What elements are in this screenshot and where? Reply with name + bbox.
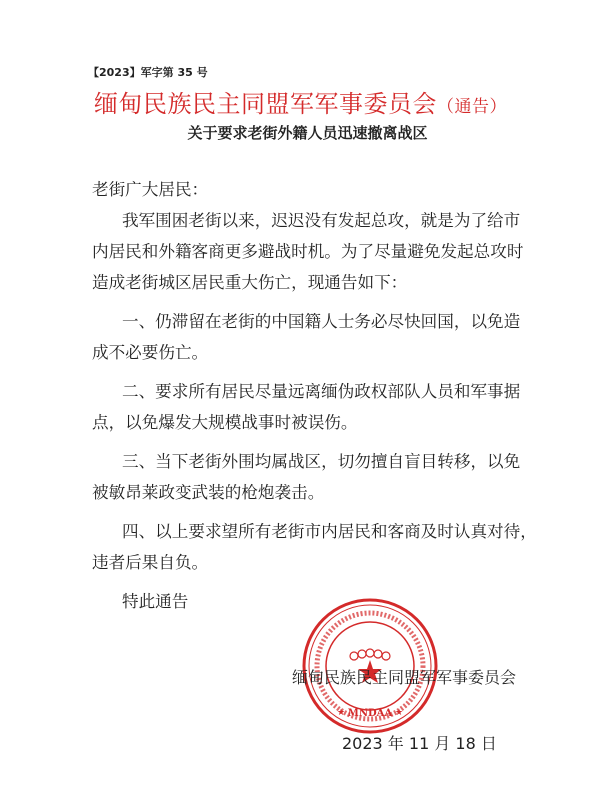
paragraph-line: 被敏昂莱政变武装的枪炮袭击。 xyxy=(92,483,325,502)
issue-date: 2023 年 11 月 18 日 xyxy=(342,734,497,753)
paragraph-line: 内居民和外籍客商更多避战时机。为了尽量避免发起总攻时 xyxy=(92,242,524,261)
svg-text:★: ★ xyxy=(337,708,346,718)
paragraph-line: 三、当下老街外围均属战区，切勿擅自盲目转移，以免 xyxy=(122,452,521,471)
issuer-name: 缅甸民族民主同盟军军事委员会 xyxy=(94,90,437,118)
svg-text:★: ★ xyxy=(395,708,404,718)
issuer-title xyxy=(94,84,507,119)
notice-label: （通告） xyxy=(437,97,507,117)
paragraph-line: 一、仍滞留在老街的中国籍人士务必尽快回国，以免造 xyxy=(122,312,521,331)
paragraph-line: 四、以上要求望所有老街市内居民和客商及时认真对待， xyxy=(122,522,537,541)
paragraph-line: 点，以免爆发大规模战事时被误伤。 xyxy=(92,413,358,432)
paragraph-line: 二、要求所有居民尽量远离缅伪政权部队人员和军事据 xyxy=(122,382,521,401)
document-number: 【2023】军字第 35 号 xyxy=(88,66,208,79)
notice-subtitle: 关于要求老街外籍人员迅速撤离战区 xyxy=(187,124,428,142)
paragraph-line: 违者后果自负。 xyxy=(92,553,209,572)
paragraph-line: 成不必要伤亡。 xyxy=(92,343,209,362)
paragraph-line: 我军围困老街以来，迟迟没有发起总攻，就是为了给市 xyxy=(122,211,521,230)
svg-text:MNDAA: MNDAA xyxy=(347,708,393,719)
paragraph-line: 特此通告 xyxy=(122,592,189,611)
signature-issuer: 缅甸民族民主同盟军军事委员会 xyxy=(292,668,517,687)
paragraph-line: 造成老街城区居民重大伤亡，现通告如下： xyxy=(92,273,408,292)
salutation: 老街广大居民： xyxy=(92,180,209,199)
